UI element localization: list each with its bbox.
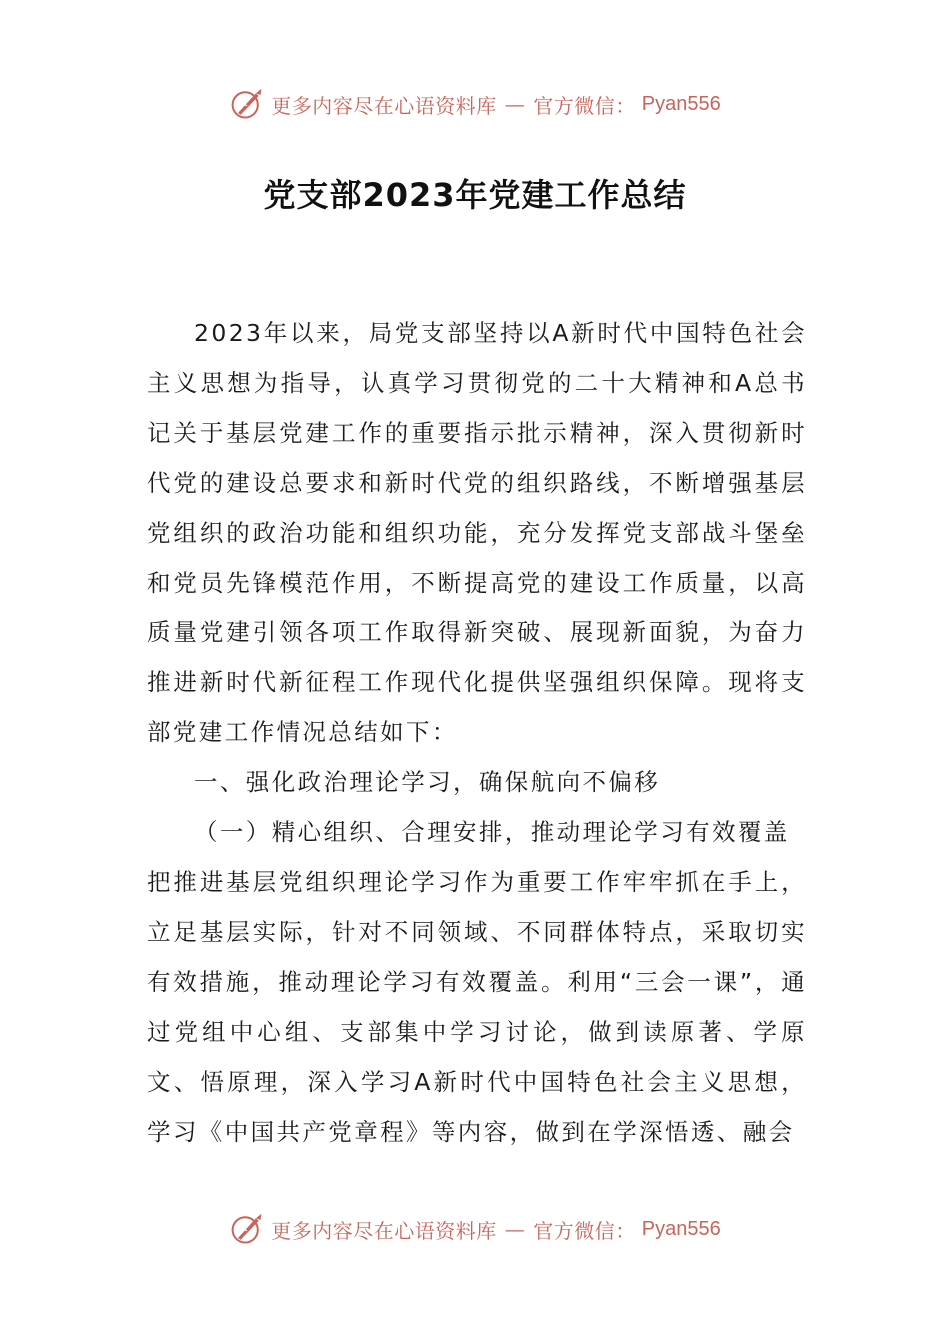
watermark-text: 更多内容尽在心语资料库 bbox=[271, 93, 497, 118]
quill-logo-icon bbox=[229, 86, 265, 122]
watermark-contact-id: Pyan556 bbox=[641, 1217, 721, 1240]
subsection-paragraph: 把推进基层党组织理论学习作为重要工作牢牢抓在手上，立足基层实际，针对不同领域、不同群体特点，采取切实有效措施，推动理论学习有效覆盖。利用“三会一课”，通过党组中心组、支部集中学习讨论，做到读原著、学原文、悟原理，深入学习A新时代中国特色社会主义思想，学习《中国共产党章程》等内容，做到在学深悟透、融会 bbox=[147, 867, 807, 1146]
quill-logo-icon bbox=[229, 1211, 265, 1247]
watermark-header bbox=[0, 84, 950, 124]
watermark-text: 更多内容尽在心语资料库 bbox=[271, 1218, 497, 1243]
watermark-footer bbox=[0, 1209, 950, 1249]
document-title: 党支部2023年党建工作总结 bbox=[263, 176, 687, 214]
watermark-contact-label: 官方微信： bbox=[533, 93, 636, 118]
subsection-heading: （一）精心组织、合理安排，推动理论学习有效覆盖 bbox=[194, 818, 790, 847]
watermark-separator: — bbox=[504, 1217, 526, 1241]
watermark-contact-label: 官方微信： bbox=[533, 1218, 636, 1243]
watermark-separator: — bbox=[504, 92, 526, 116]
document-body bbox=[147, 309, 807, 1157]
section-heading: 一、强化政治理论学习，确保航向不偏移 bbox=[194, 768, 661, 797]
intro-paragraph: 2023年以来，局党支部坚持以A新时代中国特色社会主义思想为指导，认真学习贯彻党的二十大精神和A总书记关于基层党建工作的重要指示批示精神，深入贯彻新时代党的建设总要求和新时代党的组织路线，不断增强基层党组织的政治功能和组织功能，充分发挥党支部战斗堡垒和党员先锋模范作用，不断提高党的建设工作质量，以高质量党建引领各项工作取得新突破、展现新面貌，为奋力推进新时代新征程工作现代化提供坚强组织保障。现将支部党建工作情况总结如下： bbox=[147, 319, 807, 747]
watermark-contact-id: Pyan556 bbox=[641, 92, 721, 115]
